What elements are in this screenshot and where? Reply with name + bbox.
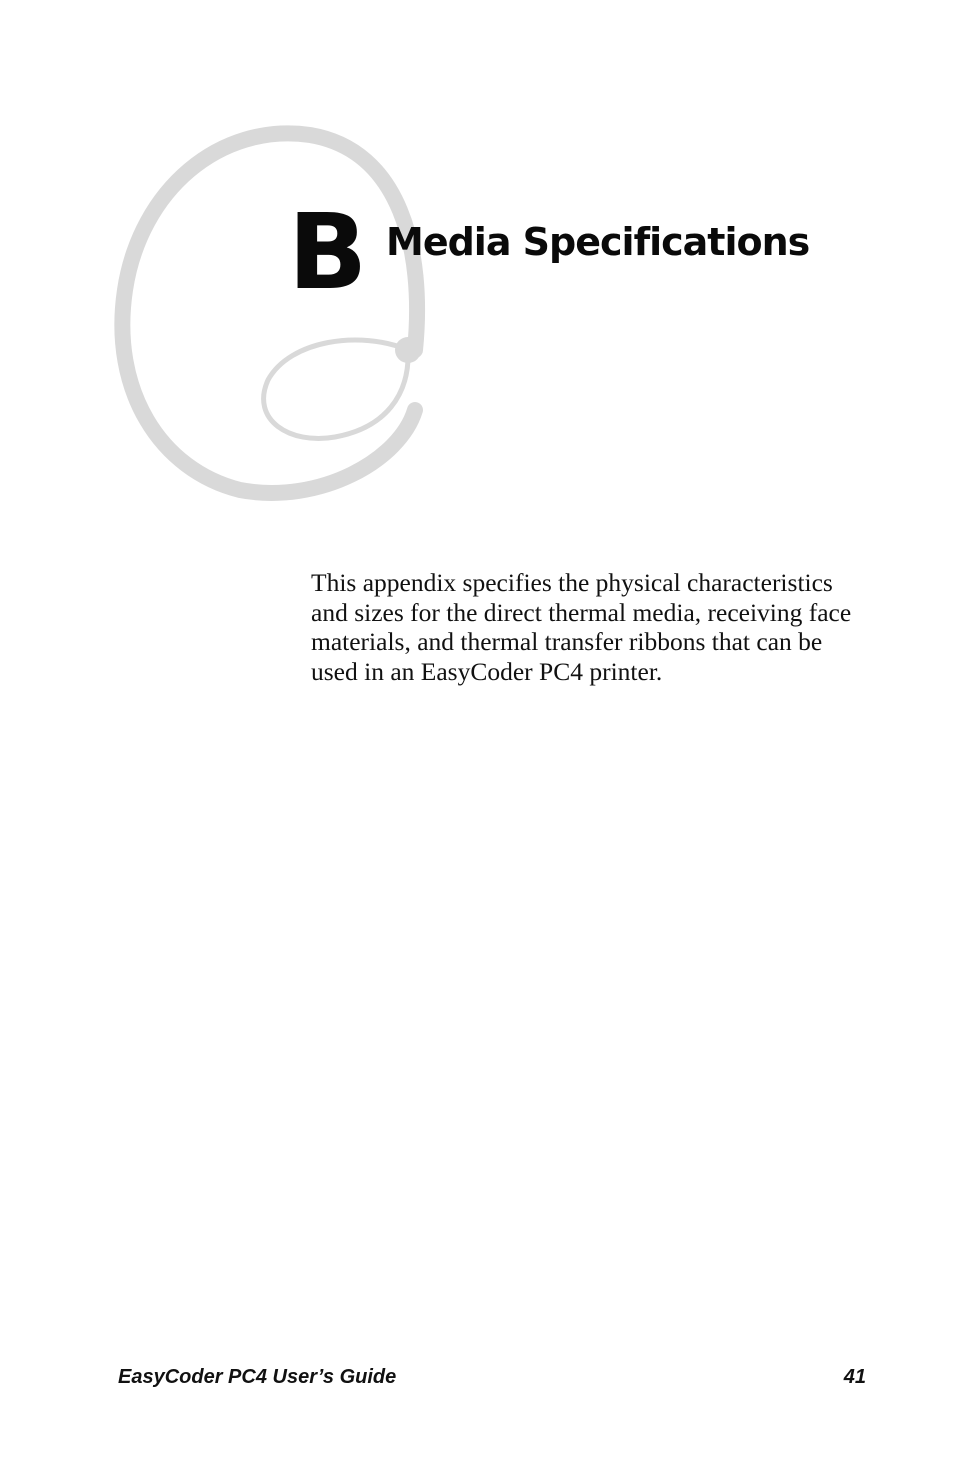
- chapter-title: Media Specifications: [386, 220, 810, 264]
- swirl-dot-icon: [395, 337, 421, 363]
- chapter-letter: B: [288, 191, 366, 313]
- footer-page-number: 41: [843, 1366, 866, 1388]
- footer-book-title: EasyCoder PC4 User’s Guide: [118, 1366, 397, 1388]
- intro-paragraph: This appendix specifies the physical characteristics and sizes for the direct thermal media, receiving face materials, and thermal transfer ribbons that can be used in an EasyCoder PC4 printer.: [311, 568, 852, 686]
